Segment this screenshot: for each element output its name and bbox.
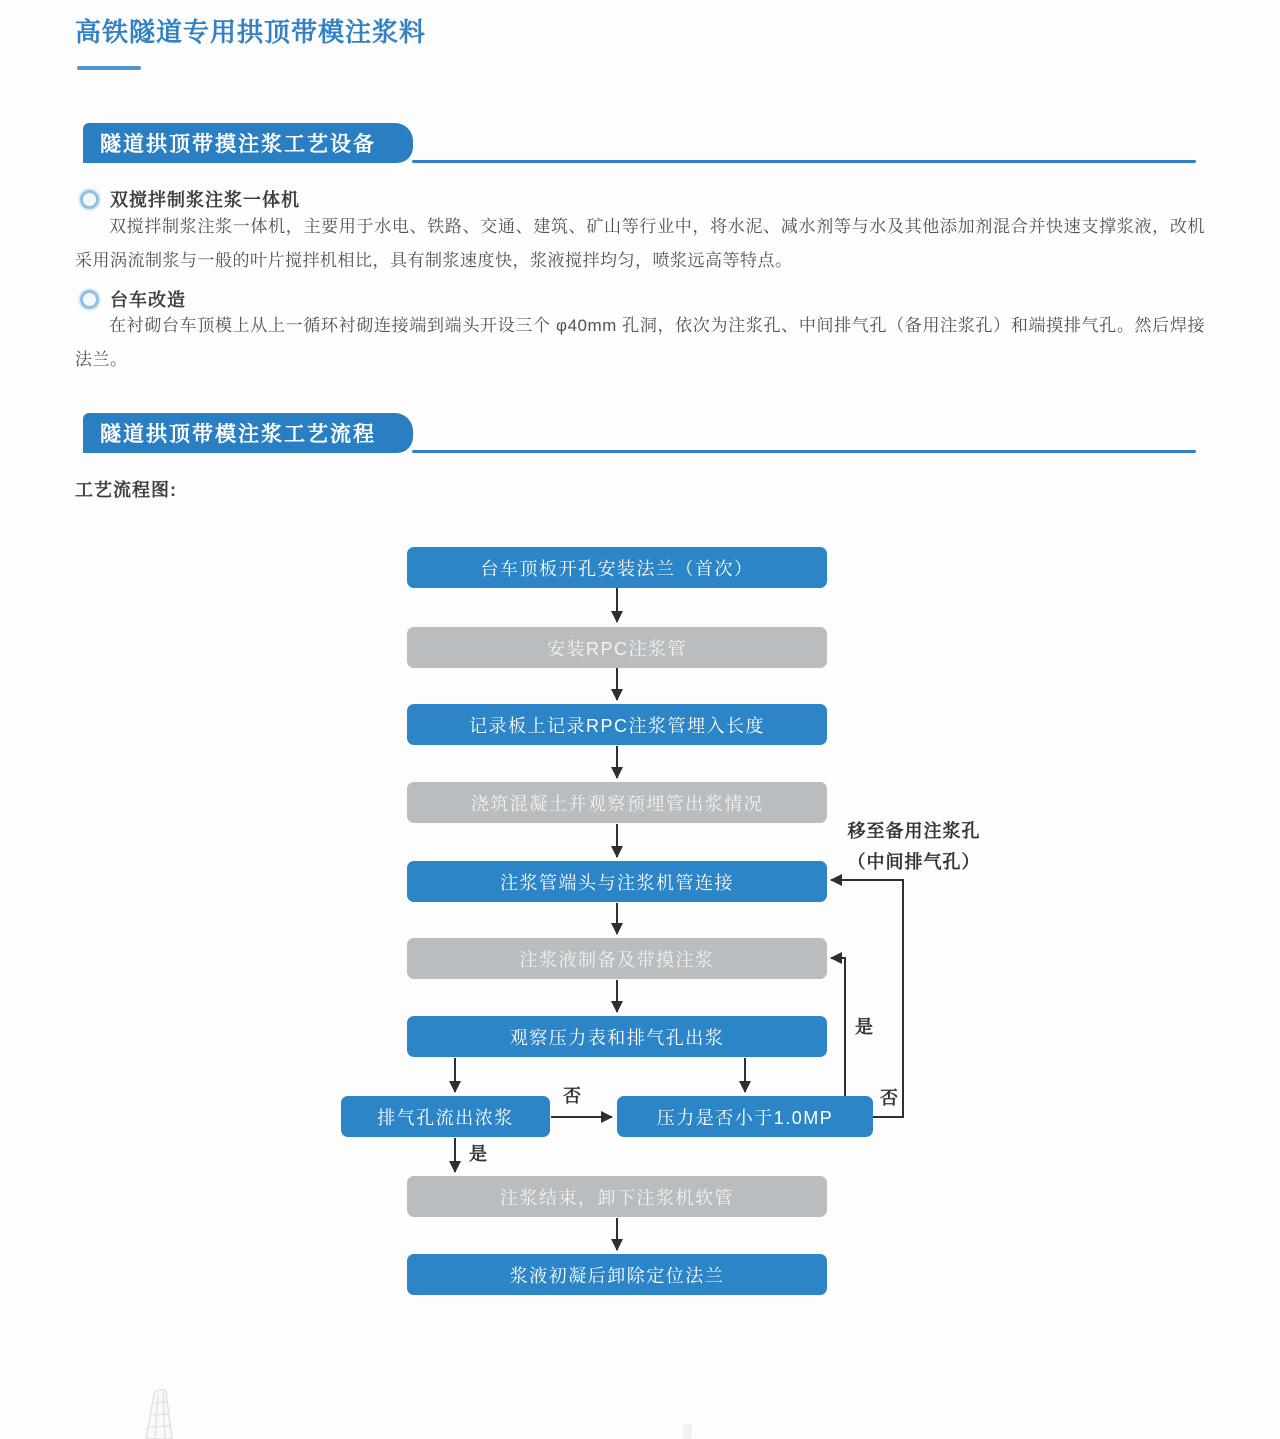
- edge-label-yes: 是: [469, 1144, 487, 1164]
- section-tab-equipment-label: 隧道拱顶带摸注浆工艺设备: [100, 133, 376, 156]
- section-tab-equipment: [83, 123, 413, 163]
- section-header-process: [0, 413, 1280, 455]
- flow-node-n8: 排气孔流出浓浆: [341, 1096, 550, 1137]
- flowchart: [0, 540, 1280, 1320]
- page-title: 高铁隧道专用拱顶带模注浆料: [75, 17, 427, 47]
- flow-annotation-line2: （中间排气孔）: [847, 852, 981, 872]
- flow-node-n10: 注浆结束，卸下注浆机软管: [407, 1176, 827, 1217]
- bottom-smudge: [683, 1424, 692, 1439]
- paragraph-trolley: 在衬砌台车顶模上从上一循环衬砌连接端到端头开设三个 φ40mm 孔洞，依次为注浆孔、中间排气孔（备用注浆孔）和端摸排气孔。然后焊接法兰。: [75, 316, 1205, 369]
- flow-node-n2: 安装RPC注浆管: [407, 627, 827, 668]
- flow-node-n5: 注浆管端头与注浆机管连接: [407, 861, 827, 902]
- flow-annotation-line1: 移至备用注浆孔: [847, 821, 981, 841]
- flow-node-n7: 观察压力表和排气孔出浆: [407, 1016, 827, 1057]
- flow-node-n11: 浆液初凝后卸除定位法兰: [407, 1254, 827, 1295]
- edge-label-no: 否: [563, 1086, 581, 1106]
- edge-label-no: 否: [880, 1088, 898, 1108]
- section-rule: [412, 450, 1196, 453]
- section-tab-process-label: 隧道拱顶带模注浆工艺流程: [100, 423, 376, 446]
- flow-node-n6: 注浆液制备及带摸注浆: [407, 938, 827, 979]
- edge-label-yes: 是: [855, 1017, 873, 1037]
- paragraph-mixer: 双搅拌制浆注浆一体机，主要用于水电、铁路、交通、建筑、矿山等行业中，将水泥、减水剂等与水及其他添加剂混合并快速支撑浆液，改机采用涡流制浆与一般的叶片搅拌机相比，具有制浆速度快，浆液搅拌均匀，喷浆远高等特点。: [75, 217, 1205, 270]
- flow-annotation: [836, 816, 992, 878]
- bullet-item-mixer: [80, 186, 300, 212]
- flow-node-n1: 台车顶板开孔安装法兰（首次）: [407, 547, 827, 588]
- bullet-heading-mixer: 双搅拌制浆注浆一体机: [110, 190, 300, 210]
- ring-bullet-icon: [80, 290, 99, 309]
- flow-node-n9: 压力是否小于1.0MP: [617, 1096, 873, 1137]
- title-underline: [77, 66, 141, 70]
- ring-bullet-icon: [80, 190, 99, 209]
- tower-watermark-icon: [118, 1387, 208, 1439]
- flow-node-n4: 浇筑混凝土并观察预埋管出浆情况: [407, 782, 827, 823]
- flow-diagram-label: 工艺流程图:: [75, 480, 177, 500]
- flow-node-n3: 记录板上记录RPC注浆管埋入长度: [407, 704, 827, 745]
- section-rule: [412, 160, 1196, 163]
- section-tab-process: [83, 413, 413, 453]
- bullet-heading-trolley: 台车改造: [110, 290, 186, 310]
- section-header-equipment: [0, 123, 1280, 165]
